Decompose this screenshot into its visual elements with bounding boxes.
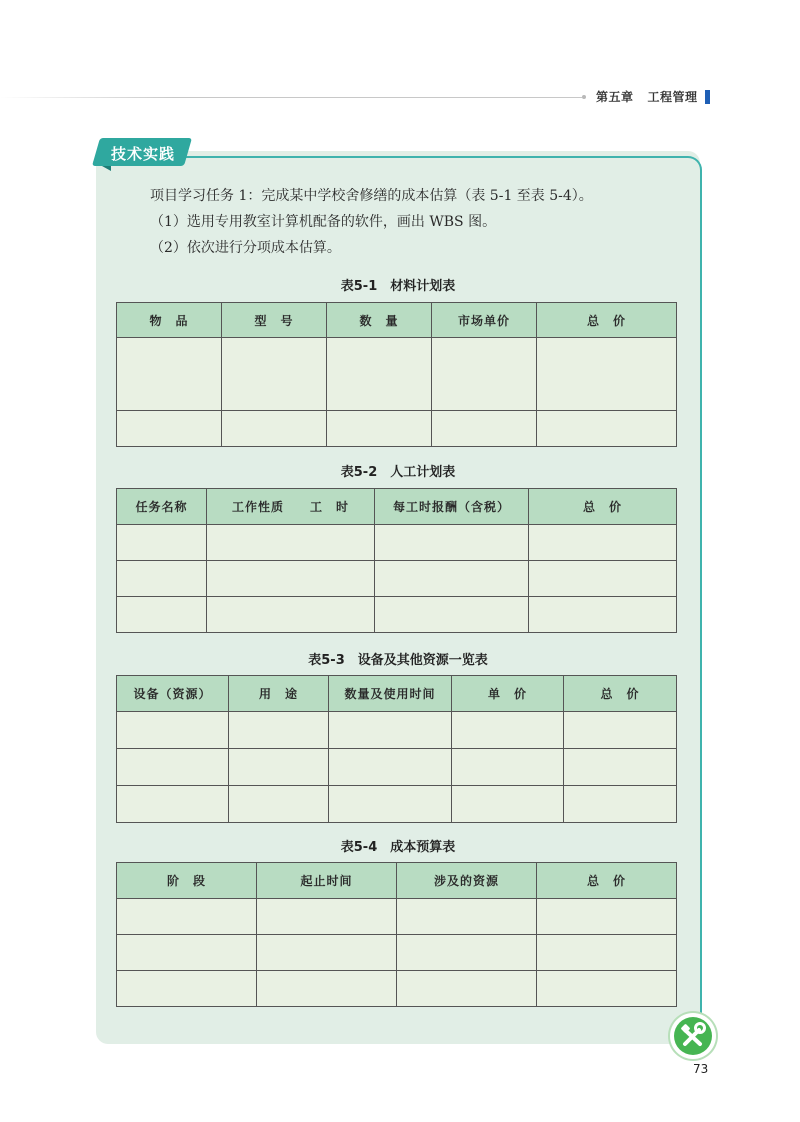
table-row [117,935,677,971]
column-header: 任务名称 [117,489,207,525]
table-row [117,338,677,411]
table-header-row [117,863,677,899]
table-cell [329,749,452,786]
tools-icon-glyph [674,1017,712,1055]
column-header: 单 价 [452,676,564,712]
table-row [117,899,677,935]
section-tag-label: 技术实践 [111,145,176,163]
table-cell [537,899,677,935]
table-cell [529,597,677,633]
column-header: 总 价 [529,489,677,525]
column-header: 工作性质 工 时 [207,489,375,525]
column-header: 设备（资源） [117,676,229,712]
step-2-text: （2）依次进行分项成本估算。 [150,240,341,256]
table-header-row [117,676,677,712]
table-cell [222,338,327,411]
table-cell [117,525,207,561]
labor-plan-table [116,488,677,633]
equipment-resource-table [116,675,677,823]
table-cell [117,899,257,935]
table-cell [397,971,537,1007]
table-cell [529,561,677,597]
column-header: 数量及使用时间 [329,676,452,712]
table-cell [207,525,375,561]
column-header: 每工时报酬（含税） [375,489,529,525]
column-header: 物 品 [117,303,222,338]
table-cell [117,749,229,786]
table-cell [452,786,564,823]
table-cell [375,561,529,597]
chapter-title: 工程管理 [647,90,698,104]
column-header: 阶 段 [117,863,257,899]
table-cell [117,338,222,411]
header-rule [0,97,582,98]
table-row [117,749,677,786]
table-cell [432,338,537,411]
header-mark [705,90,710,104]
cost-budget-table [116,862,677,1007]
running-header [596,88,698,105]
table-row [117,971,677,1007]
table-title-5-2: 表5-2 人工计划表 [340,465,456,480]
table-cell [229,712,329,749]
table-cell [257,935,397,971]
table-cell [207,597,375,633]
table-cell [452,712,564,749]
table-cell [257,971,397,1007]
table-title-5-4: 表5-4 成本预算表 [340,840,456,855]
column-header: 涉及的资源 [397,863,537,899]
table-cell [397,935,537,971]
table-cell [452,749,564,786]
table-cell [207,561,375,597]
table-cell [222,411,327,447]
table-cell [537,411,677,447]
table-cell [117,561,207,597]
table-row [117,411,677,447]
table-cell [329,712,452,749]
table-cell [257,899,397,935]
table-header-row [117,303,677,338]
table-cell [117,786,229,823]
table-cell [327,411,432,447]
column-header: 总 价 [537,303,677,338]
table-row [117,597,677,633]
page-number: 73 [693,1062,709,1076]
column-header: 型 号 [222,303,327,338]
table-cell [537,971,677,1007]
table-cell [117,935,257,971]
table-header-row [117,489,677,525]
table-row [117,525,677,561]
table-cell [564,749,677,786]
column-header: 总 价 [564,676,677,712]
tools-icon-fill [674,1017,712,1055]
table-cell [537,338,677,411]
table-cell [117,712,229,749]
column-header: 市场单价 [432,303,537,338]
task-text: 项目学习任务 1：完成某中学校舍修缮的成本估算（表 5-1 至表 5-4）。 [150,188,593,204]
column-header: 起止时间 [257,863,397,899]
table-cell [229,786,329,823]
table-cell [375,525,529,561]
table-cell [529,525,677,561]
table-cell [117,597,207,633]
table-cell [564,712,677,749]
table-row [117,712,677,749]
column-header: 数 量 [327,303,432,338]
table-cell [432,411,537,447]
table-cell [327,338,432,411]
chapter-label: 第五章 [596,90,634,104]
table-cell [117,971,257,1007]
table-cell [564,786,677,823]
table-title-5-3: 表5-3 设备及其他资源一览表 [308,653,488,668]
table-cell [329,786,452,823]
table-cell [537,935,677,971]
tools-icon [670,1013,716,1059]
step-1-text: （1）选用专用教室计算机配备的软件，画出 WBS 图。 [150,214,497,230]
column-header: 总 价 [537,863,677,899]
table-row [117,561,677,597]
column-header: 用 途 [229,676,329,712]
table-row [117,786,677,823]
header-dot [582,95,586,99]
table-cell [397,899,537,935]
table-cell [117,411,222,447]
table-cell [229,749,329,786]
table-cell [375,597,529,633]
material-plan-table [116,302,677,447]
table-title-5-1: 表5-1 材料计划表 [340,279,456,294]
